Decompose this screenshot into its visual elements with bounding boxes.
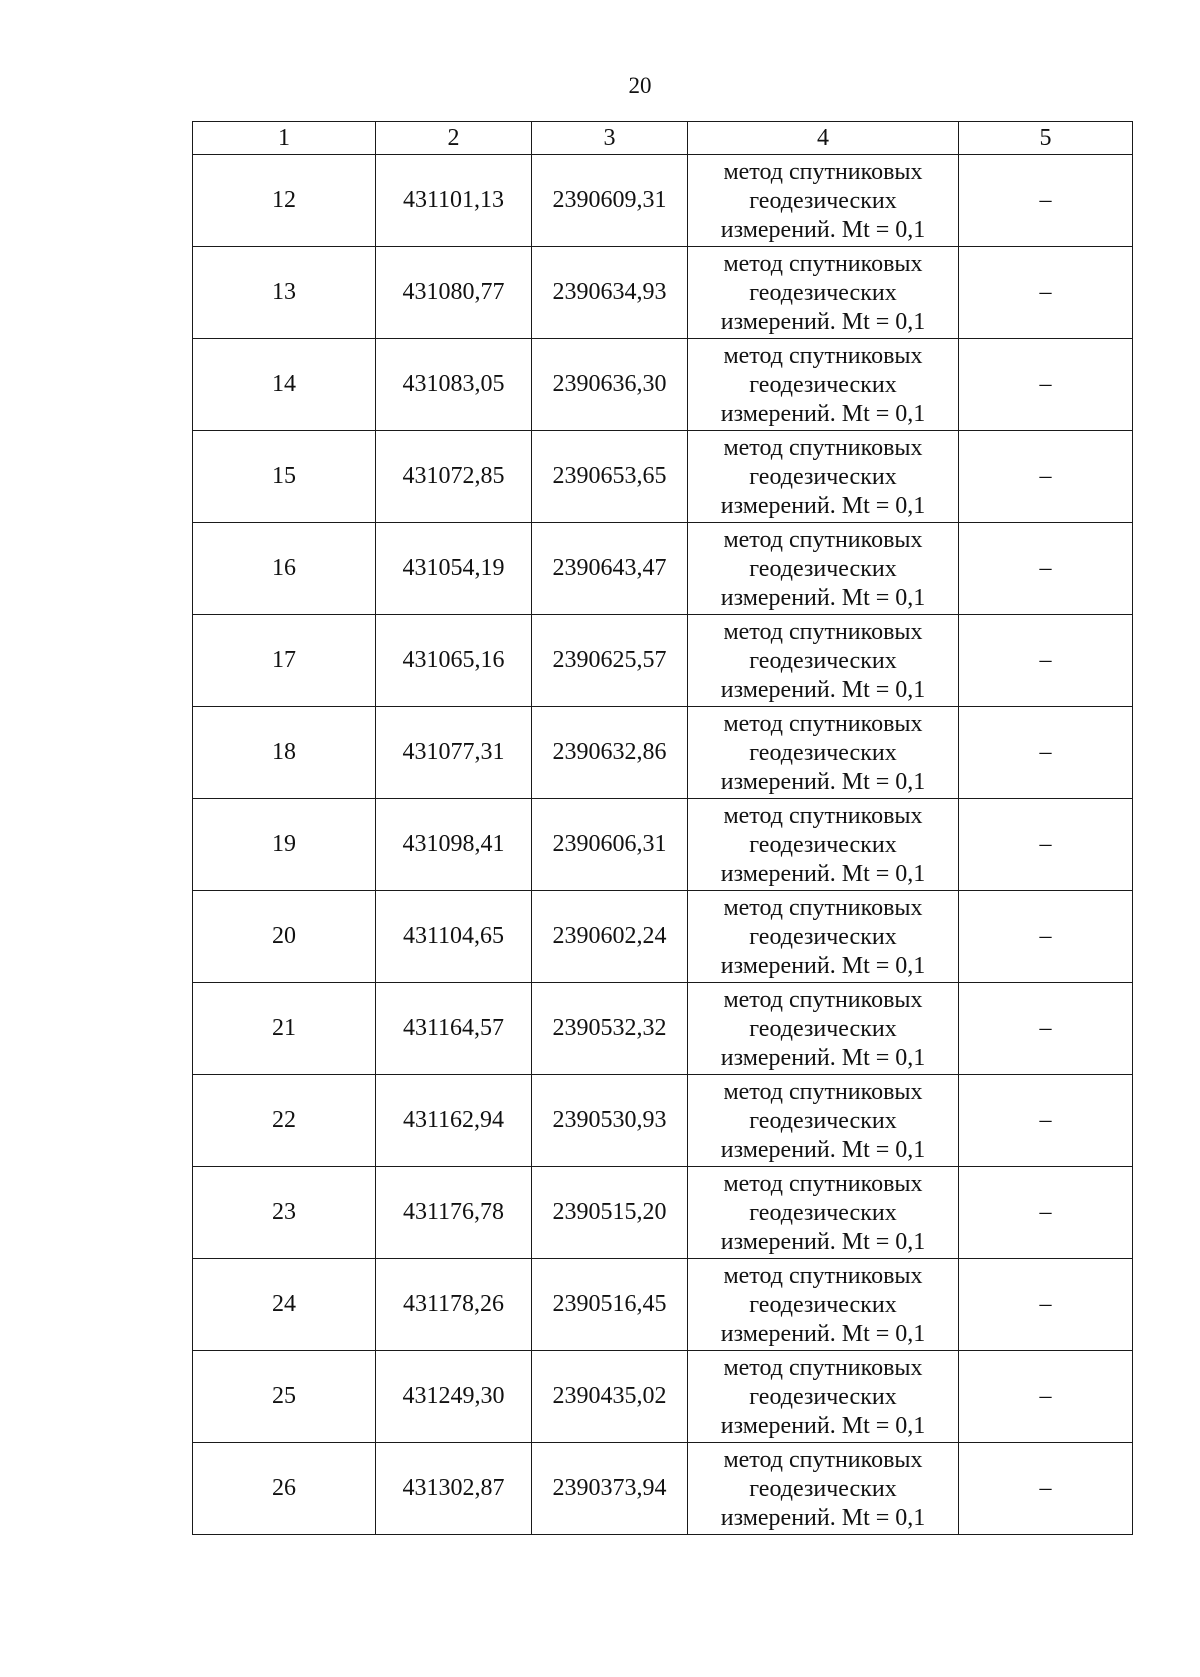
method-cell xyxy=(688,983,959,1075)
y-coordinate-cell: 2390373,94 xyxy=(532,1443,688,1535)
table-row xyxy=(193,247,1133,339)
y-coordinate-cell: 2390653,65 xyxy=(532,431,688,523)
point-number-cell: 26 xyxy=(193,1443,376,1535)
note-cell: – xyxy=(959,1075,1133,1167)
table-row xyxy=(193,891,1133,983)
method-line: метод спутниковых xyxy=(723,803,923,829)
method-line: геодезических xyxy=(749,280,897,306)
x-coordinate-cell: 431162,94 xyxy=(376,1075,532,1167)
method-line: метод спутниковых xyxy=(723,1263,923,1289)
method-cell xyxy=(688,1351,959,1443)
note-cell: – xyxy=(959,615,1133,707)
point-number-cell: 25 xyxy=(193,1351,376,1443)
method-cell xyxy=(688,1075,959,1167)
y-coordinate-cell: 2390515,20 xyxy=(532,1167,688,1259)
method-line: измерений. Mt = 0,1 xyxy=(720,217,926,243)
point-number-cell: 19 xyxy=(193,799,376,891)
method-line: геодезических xyxy=(749,832,897,858)
method-line: метод спутниковых xyxy=(723,987,923,1013)
header-cell-1: 1 xyxy=(193,122,376,155)
coordinates-table xyxy=(192,121,1133,1535)
method-cell xyxy=(688,431,959,523)
method-cell xyxy=(688,615,959,707)
point-number-cell: 20 xyxy=(193,891,376,983)
header-cell-5: 5 xyxy=(959,122,1133,155)
table-row xyxy=(193,1075,1133,1167)
method-line: геодезических xyxy=(749,1108,897,1134)
note-cell: – xyxy=(959,431,1133,523)
method-line: измерений. Mt = 0,1 xyxy=(720,493,926,519)
method-cell xyxy=(688,155,959,247)
note-cell: – xyxy=(959,799,1133,891)
note-cell: – xyxy=(959,1443,1133,1535)
method-line: геодезических xyxy=(749,1384,897,1410)
method-line: измерений. Mt = 0,1 xyxy=(720,1229,926,1255)
table-row xyxy=(193,431,1133,523)
method-line: измерений. Mt = 0,1 xyxy=(720,309,926,335)
x-coordinate-cell: 431249,30 xyxy=(376,1351,532,1443)
method-line: измерений. Mt = 0,1 xyxy=(720,401,926,427)
method-line: геодезических xyxy=(749,1476,897,1502)
page-number: 20 xyxy=(628,73,652,98)
method-line: измерений. Mt = 0,1 xyxy=(720,769,926,795)
table-row xyxy=(193,707,1133,799)
table-row xyxy=(193,615,1133,707)
point-number-cell: 13 xyxy=(193,247,376,339)
table-body xyxy=(193,155,1133,1535)
y-coordinate-cell: 2390643,47 xyxy=(532,523,688,615)
point-number-cell: 12 xyxy=(193,155,376,247)
note-cell: – xyxy=(959,523,1133,615)
x-coordinate-cell: 431098,41 xyxy=(376,799,532,891)
point-number-cell: 24 xyxy=(193,1259,376,1351)
method-line: измерений. Mt = 0,1 xyxy=(720,1137,926,1163)
method-line: измерений. Mt = 0,1 xyxy=(720,1505,926,1531)
table-row xyxy=(193,155,1133,247)
table-row xyxy=(193,1259,1133,1351)
method-line: измерений. Mt = 0,1 xyxy=(720,861,926,887)
x-coordinate-cell: 431054,19 xyxy=(376,523,532,615)
point-number-cell: 16 xyxy=(193,523,376,615)
note-cell: – xyxy=(959,247,1133,339)
point-number-cell: 14 xyxy=(193,339,376,431)
x-coordinate-cell: 431065,16 xyxy=(376,615,532,707)
method-cell xyxy=(688,1259,959,1351)
y-coordinate-cell: 2390625,57 xyxy=(532,615,688,707)
method-cell xyxy=(688,523,959,615)
x-coordinate-cell: 431080,77 xyxy=(376,247,532,339)
table-row xyxy=(193,1351,1133,1443)
y-coordinate-cell: 2390435,02 xyxy=(532,1351,688,1443)
method-line: измерений. Mt = 0,1 xyxy=(720,1413,926,1439)
table-row xyxy=(193,983,1133,1075)
method-line: геодезических xyxy=(749,1016,897,1042)
note-cell: – xyxy=(959,707,1133,799)
method-line: геодезических xyxy=(749,188,897,214)
point-number-cell: 18 xyxy=(193,707,376,799)
note-cell: – xyxy=(959,339,1133,431)
method-cell xyxy=(688,799,959,891)
table-row xyxy=(193,799,1133,891)
point-number-cell: 23 xyxy=(193,1167,376,1259)
x-coordinate-cell: 431083,05 xyxy=(376,339,532,431)
method-line: метод спутниковых xyxy=(723,1355,923,1381)
note-cell: – xyxy=(959,891,1133,983)
method-line: метод спутниковых xyxy=(723,159,923,185)
method-line: измерений. Mt = 0,1 xyxy=(720,677,926,703)
table-header xyxy=(193,122,1133,155)
point-number-cell: 22 xyxy=(193,1075,376,1167)
method-line: измерений. Mt = 0,1 xyxy=(720,585,926,611)
method-line: геодезических xyxy=(749,648,897,674)
y-coordinate-cell: 2390636,30 xyxy=(532,339,688,431)
y-coordinate-cell: 2390609,31 xyxy=(532,155,688,247)
method-line: геодезических xyxy=(749,464,897,490)
method-line: метод спутниковых xyxy=(723,343,923,369)
point-number-cell: 15 xyxy=(193,431,376,523)
method-line: метод спутниковых xyxy=(723,711,923,737)
point-number-cell: 17 xyxy=(193,615,376,707)
y-coordinate-cell: 2390632,86 xyxy=(532,707,688,799)
x-coordinate-cell: 431101,13 xyxy=(376,155,532,247)
x-coordinate-cell: 431072,85 xyxy=(376,431,532,523)
x-coordinate-cell: 431178,26 xyxy=(376,1259,532,1351)
x-coordinate-cell: 431104,65 xyxy=(376,891,532,983)
method-line: метод спутниковых xyxy=(723,1079,923,1105)
method-line: измерений. Mt = 0,1 xyxy=(720,1321,926,1347)
method-cell xyxy=(688,707,959,799)
x-coordinate-cell: 431164,57 xyxy=(376,983,532,1075)
header-cell-4: 4 xyxy=(688,122,959,155)
method-line: геодезических xyxy=(749,740,897,766)
point-number-cell: 21 xyxy=(193,983,376,1075)
method-cell xyxy=(688,1167,959,1259)
method-cell xyxy=(688,891,959,983)
note-cell: – xyxy=(959,1259,1133,1351)
note-cell: – xyxy=(959,155,1133,247)
x-coordinate-cell: 431077,31 xyxy=(376,707,532,799)
x-coordinate-cell: 431176,78 xyxy=(376,1167,532,1259)
header-row xyxy=(193,122,1133,155)
method-cell xyxy=(688,339,959,431)
coordinates-table-container xyxy=(192,121,1132,1535)
table-row xyxy=(193,523,1133,615)
note-cell: – xyxy=(959,1351,1133,1443)
method-line: метод спутниковых xyxy=(723,527,923,553)
header-cell-3: 3 xyxy=(532,122,688,155)
method-line: метод спутниковых xyxy=(723,895,923,921)
table-row xyxy=(193,1443,1133,1535)
method-line: метод спутниковых xyxy=(723,619,923,645)
method-line: измерений. Mt = 0,1 xyxy=(720,1045,926,1071)
method-line: метод спутниковых xyxy=(723,1171,923,1197)
header-cell-2: 2 xyxy=(376,122,532,155)
method-line: геодезических xyxy=(749,372,897,398)
method-line: измерений. Mt = 0,1 xyxy=(720,953,926,979)
table-row xyxy=(193,1167,1133,1259)
x-coordinate-cell: 431302,87 xyxy=(376,1443,532,1535)
method-line: геодезических xyxy=(749,924,897,950)
method-line: метод спутниковых xyxy=(723,1447,923,1473)
method-line: геодезических xyxy=(749,556,897,582)
y-coordinate-cell: 2390602,24 xyxy=(532,891,688,983)
method-cell xyxy=(688,1443,959,1535)
y-coordinate-cell: 2390532,32 xyxy=(532,983,688,1075)
y-coordinate-cell: 2390530,93 xyxy=(532,1075,688,1167)
note-cell: – xyxy=(959,983,1133,1075)
method-line: метод спутниковых xyxy=(723,435,923,461)
table-row xyxy=(193,339,1133,431)
y-coordinate-cell: 2390516,45 xyxy=(532,1259,688,1351)
method-cell xyxy=(688,247,959,339)
method-line: геодезических xyxy=(749,1200,897,1226)
y-coordinate-cell: 2390606,31 xyxy=(532,799,688,891)
method-line: геодезических xyxy=(749,1292,897,1318)
method-line: метод спутниковых xyxy=(723,251,923,277)
note-cell: – xyxy=(959,1167,1133,1259)
y-coordinate-cell: 2390634,93 xyxy=(532,247,688,339)
